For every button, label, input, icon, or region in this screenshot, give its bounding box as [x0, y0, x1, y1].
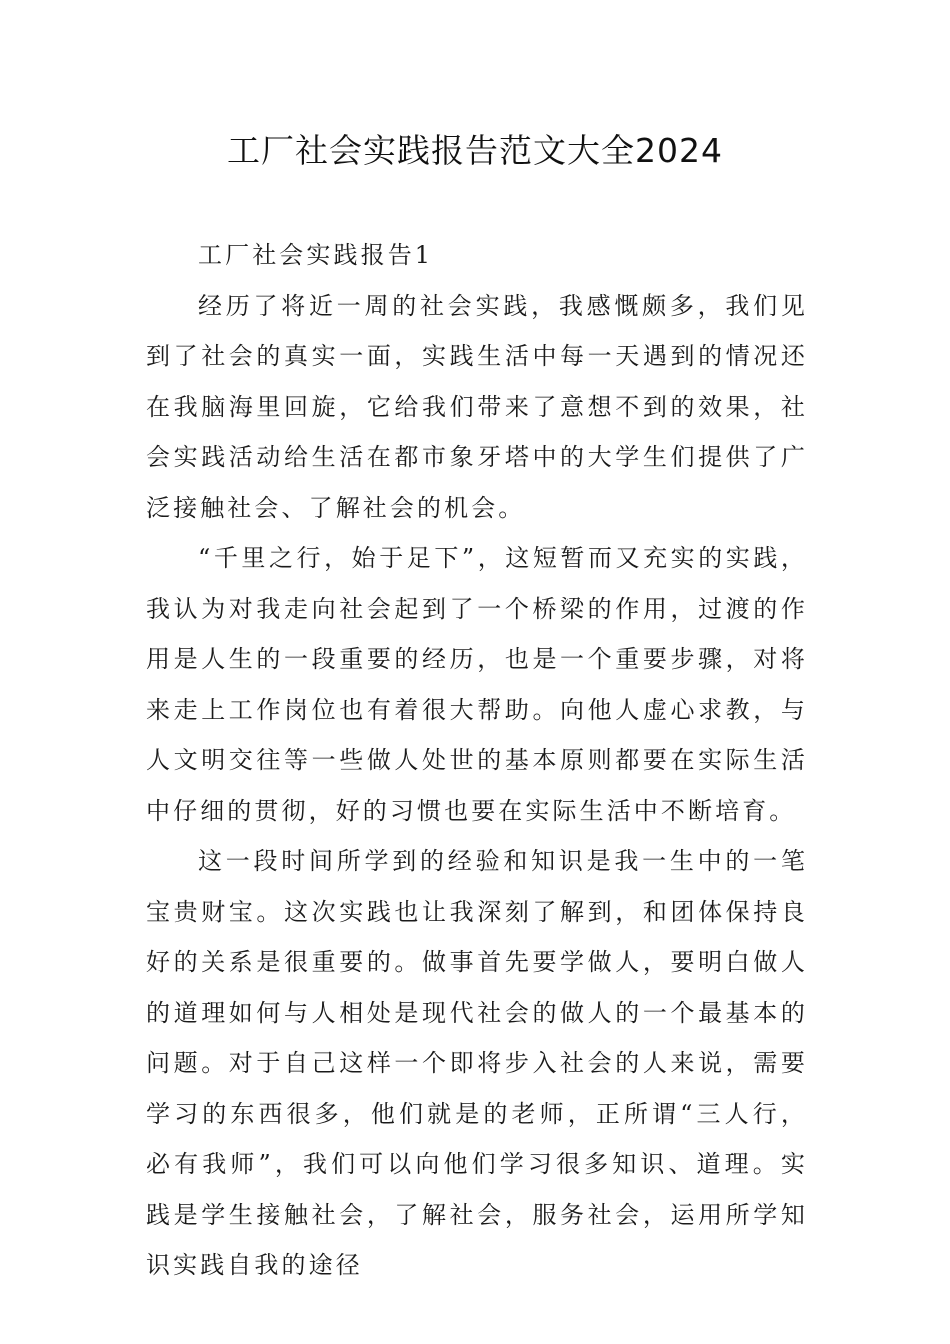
document-title: 工厂社会实践报告范文大全2024	[227, 131, 723, 170]
section-heading: 工厂社会实践报告1	[198, 241, 434, 269]
paragraph-3: 这一段时间所学到的经验和知识是我一生中的一笔宝贵财宝。这次实践也让我深刻了解到，和团体保持良好的关系是很重要的。做事首先要学做人，要明白做人的道理如何与人相处是现代社会的做人的一个最基本的问题。对于自己这样一个即将步入社会的人来说，需要学习的东西很多，他们就是的老师，正所谓“三人行，必有我师”，我们可以向他们学习很多知识、道理。实践是学生接触社会，了解社会，服务社会，运用所学知识实践自我的途径	[146, 847, 808, 1279]
document-body	[146, 230, 808, 1291]
paragraph-1: 经历了将近一周的社会实践，我感慨颇多，我们见到了社会的真实一面，实践生活中每一天遇到的情况还在我脑海里回旋，它给我们带来了意想不到的效果，社会实践活动给生活在都市象牙塔中的大学生们提供了广泛接触社会、了解社会的机会。	[146, 291, 808, 522]
paragraph-2: “千里之行，始于足下”，这短暂而又充实的实践，我认为对我走向社会起到了一个桥梁的作用，过渡的作用是人生的一段重要的经历，也是一个重要步骤，对将来走上工作岗位也有着很大帮助。向他人虚心求教，与人文明交往等一些做人处世的基本原则都要在实际生活中仔细的贯彻，好的习惯也要在实际生活中不断培育。	[146, 544, 808, 825]
